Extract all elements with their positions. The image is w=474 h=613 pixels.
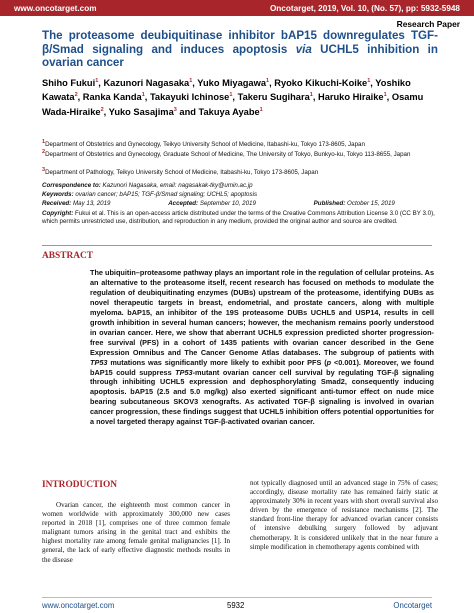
page-number: 5932 <box>227 601 245 610</box>
abstract-text: The ubiquitin–proteasome pathway plays an important role in the regulation of cellular proteins. As an alternative to the proteasome itself, recent research has focused on methods to modulate the regulation of deubiquitinating enzymes (DUBs) upstream of the proteasome, identifying DUBs as novel therapeutic targets in breast, endometrial, and prostate cancers, along with multiple myeloma. bAP15, an inhibitor of the 19S proteasome DUBs UCHL5 and USP14, results in cell growth inhibition in several human cancers; however, the mechanism remains poorly understood in ovarian cancer. Here, we show that aberrant UCHL5 expression predicted shorter progression-free survival (PFS) in a cohort of 1435 patients with ovarian cancer described in the Gene Expression Omnibus and The Cancer Genome Atlas databases. The subgroup of patients with TP53 mutations was significantly more likely to exhibit poor PFS (p <0.001). Moreover, we found bAP15 could suppress TP53-mutant ovarian cancer cell survival by regulating TGF-β signaling through inhibiting UCHL5 expression and dephosphorylating Smad2, consequently inducing apoptosis. bAP15 (2.5 and 5.0 mg/kg) also exerted significant anti-tumor effect on nude mice bearing subcutaneous SKOV3 xenografts. As activated TGF-β signaling is involved in ovarian cancer progression, these findings suggest that UCHL5 inhibition offers potential opportunities for a novel targeted therapy against TGF-β-activated ovarian cancer. <box>90 268 434 427</box>
copyright: Copyright: Fukui et al. This is an open-access article distributed under the terms of the Creative Commons Attribution License 3.0 (CC BY 3.0), which permits unrestricted use, distribution, and reproduction in any medium, provided the original author and source are credited. <box>42 210 435 225</box>
page-footer <box>0 597 474 613</box>
affiliation-1: $^1$Department of Obstetrics and Gynecology, Teikyo University School of Medicine, Itabashi-ku, Tokyo 173-8605, Japan <box>42 139 365 149</box>
divider <box>42 245 432 246</box>
journal-header-bar <box>0 0 474 16</box>
correspondence-text[interactable]: Kazunori Nagasaka, email: nagasakak-tky@umin.ac.jp <box>102 182 253 189</box>
footer-divider <box>42 597 432 598</box>
author: Yuko Sasajima$^3$ and <box>108 106 199 117</box>
affiliation-3: $^3$Department of Pathology, Teikyo University School of Medicine, Itabashi-ku, Tokyo 173-8605, Japan <box>42 167 319 177</box>
author: Shiho Fukui$^1$, <box>42 78 104 89</box>
intro-column-right: not typically diagnosed until an advanced stage in 75% of cases; accordingly, disease mortality rate has remained fairly static at approximately 30% in recent years with short overall survival also driven by the emergence of resistance mechanisms [2]. The standard front-line therapy for advanced ovarian cancer consists of intensive debulking surgery followed by adjuvant chemotherapy. It is considered unlikely that in the near future a simple modification in chemotherapy agents combined with <box>250 479 438 551</box>
author: Takuya Ayabe$^1$ <box>198 106 263 117</box>
abstract-heading: ABSTRACT <box>42 251 94 261</box>
journal-citation: Oncotarget, 2019, Vol. 10, (No. 57), pp: 5932-5948 <box>269 3 460 13</box>
author: Yuko Miyagawa$^1$, <box>197 78 275 89</box>
author: Ryoko Kikuchi-Koike$^1$, <box>274 78 376 89</box>
author: Takeru Sugihara$^1$, <box>237 92 318 103</box>
footer-journal: Oncotarget <box>393 601 432 610</box>
paper-type-label: Research Paper <box>396 19 460 29</box>
paper-title: The proteasome deubiquitinase inhibitor bAP15 downregulates TGF-β/Smad signaling and induces apoptosis via UCHL5 inhibition in ovarian cancer <box>42 29 438 70</box>
author: Osamu Wada-Hiraike$^2$, <box>42 92 424 117</box>
author: Haruko Hiraike$^1$, <box>317 92 392 103</box>
author: Kazunori Nagasaka$^1$, <box>103 78 198 89</box>
keywords: Keywords: ovarian cancer; bAP15; TGF-β/Smad signaling; UCHL5; apoptosis <box>42 191 258 198</box>
author: Yoshiko Kawata$^2$, <box>42 78 411 103</box>
journal-site[interactable]: www.oncotarget.com <box>14 3 97 13</box>
author: Takayuki Ichinose$^1$, <box>149 92 238 103</box>
footer-site[interactable]: www.oncotarget.com <box>42 601 115 610</box>
dates: Received: May 13, 2019 Accepted: September 10, 2019 Published: October 15, 2019 <box>42 200 395 207</box>
intro-column-left: Ovarian cancer, the eighteenth most common cancer in women worldwide with approximately 300,000 new cases reported in 2018 [1], comprises one of three common female malignant tumors arising in the genital tract and exhibits the highest mortality rate among female genital malignancies [1]. In general, the lack of early effective diagnostic methods results in the disease <box>42 501 230 564</box>
author: Ranka Kanda$^1$, <box>82 92 150 103</box>
introduction-heading: INTRODUCTION <box>42 480 118 490</box>
affiliation-2: $^2$Department of Obstetrics and Gynecology, Graduate School of Medicine, The University of Tokyo, Bunkyo-ku, Tokyo 113-8655, Japan <box>42 149 411 159</box>
correspondence: Correspondence to: Kazunori Nagasaka, email: nagasakak-tky@umin.ac.jp <box>42 182 253 189</box>
author-list <box>42 75 438 118</box>
